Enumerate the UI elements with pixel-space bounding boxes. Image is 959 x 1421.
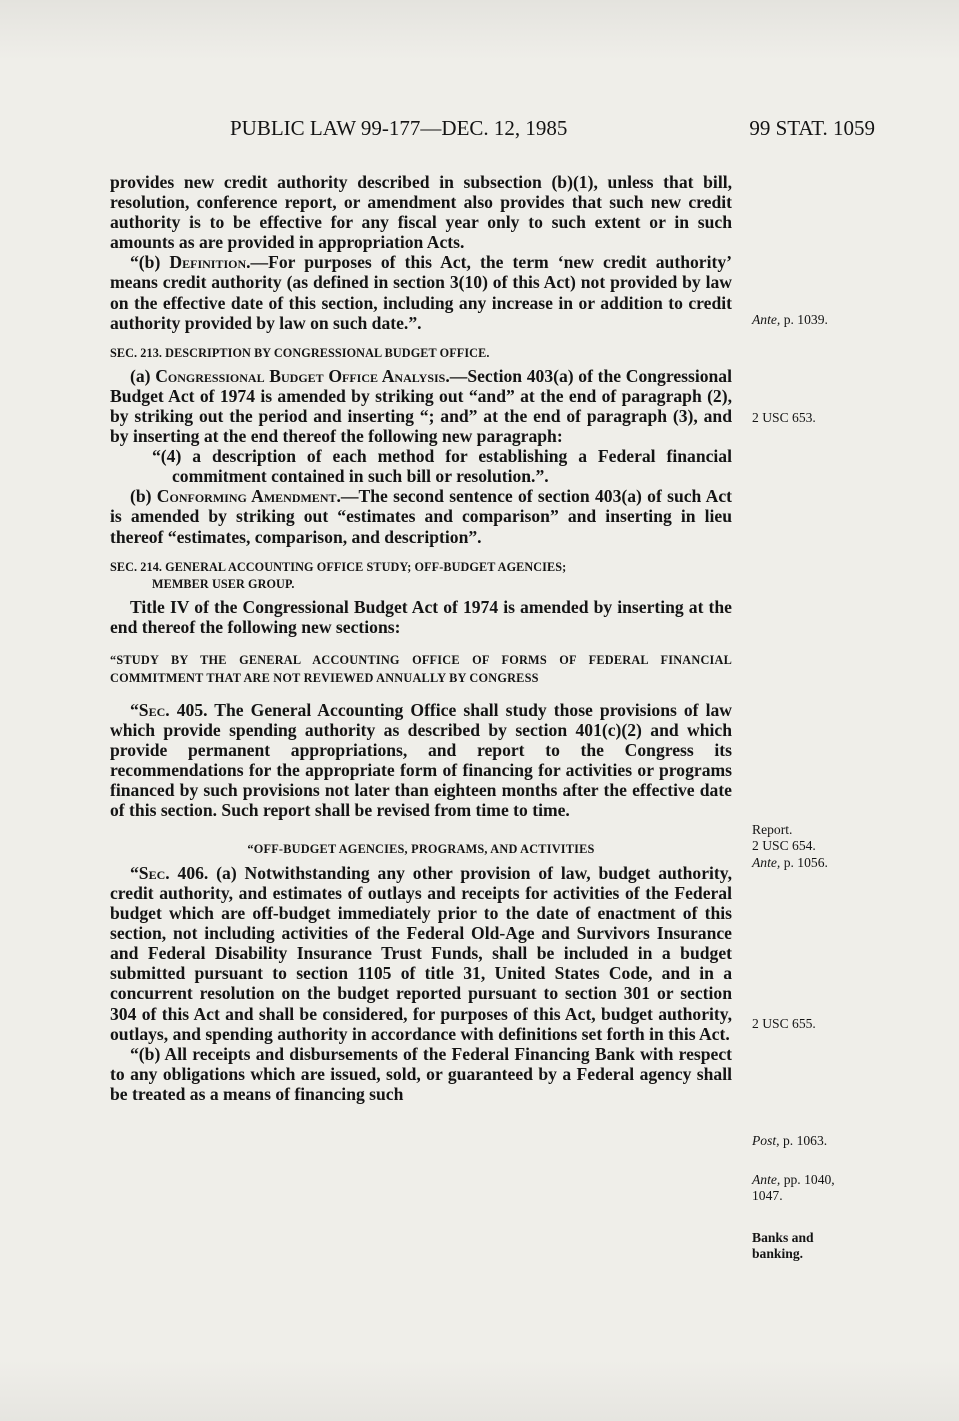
paragraph-title-iv: Title IV of the Congressional Budget Act of 1974 is amended by inserting at the end thereof the following new sections:: [110, 596, 732, 637]
run-in-heading: Sec: [138, 862, 166, 883]
note-text: p. 1056.: [780, 855, 828, 871]
note-line: Report.: [752, 822, 793, 837]
text-lead: (a): [130, 365, 156, 386]
subheading-gao-study: “STUDY BY THE GENERAL ACCOUNTING OFFICE OF FORMS OF FEDERAL FINANCIAL COMMITMENT THAT ARE NOT REVIEWED ANNUALLY BY CONGRESS: [110, 652, 732, 686]
text-lead: “: [130, 699, 139, 720]
note-italic: Ante,: [752, 855, 781, 871]
text-body: .—The second sentence of section 403(a) of such Act is amended by striking out “estimates and comparison” and inserting in lieu thereof “estimates, comparison, and description”.: [110, 486, 733, 547]
quoted-paragraph-4: “(4) a description of each method for establishing a Federal financial commitment contained in such bill or resolution.”.: [152, 446, 732, 487]
subheading-off-budget: “OFF-BUDGET AGENCIES, PROGRAMS, AND ACTIVITIES: [247, 842, 595, 857]
note-text: p. 1039.: [780, 312, 828, 327]
paragraph-continued: provides new credit authority described in subsection (b)(1), unless that bill, resolution, conference report, or amendment also provides that such new credit authority is to be effective for any fiscal year only to such extent or in such amounts as are provided in appropriation Acts.: [110, 172, 732, 253]
note-line: [752, 1172, 872, 1188]
page-header: [110, 116, 875, 146]
note-line: Banks and: [752, 1230, 814, 1245]
section-heading-213: SEC. 213. DESCRIPTION BY CONGRESSIONAL BUDGET OFFICE.: [110, 345, 490, 360]
note-line: 1047.: [752, 1187, 783, 1203]
text-body: .—Section 403(a) of the Congressional Budget Act of 1974 is amended by striking out “and” at the end of paragraph (2), by striking out the period and inserting “; and” at the end of paragraph (3), and by inserting at the end thereof the following new paragraph:: [110, 365, 732, 447]
section-heading-line1: SEC. 214. GENERAL ACCOUNTING OFFICE STUDY; OFF-BUDGET AGENCIES;: [110, 559, 567, 574]
note-line: banking.: [752, 1245, 804, 1261]
run-in-heading: Definition: [169, 252, 247, 273]
note-italic: Post,: [752, 1133, 780, 1148]
note-line: [752, 855, 872, 871]
main-text-column: [110, 172, 732, 1104]
run-in-heading: Conforming Amendment: [156, 486, 337, 507]
text-lead: “(b): [130, 252, 170, 273]
note-line: 2 USC 654.: [752, 837, 816, 853]
margin-note-ante-1039: [752, 312, 872, 328]
paragraph-definition: [110, 252, 732, 332]
margin-note-banks: [752, 1230, 872, 1261]
paragraph-sec-406b: “(b) All receipts and disbursements of the Federal Financing Bank with respect to any obligations which are issued, sold, or guaranteed by a Federal agency shall be treated as a means of financing such: [110, 1043, 732, 1104]
paragraph-cbo-analysis: [110, 366, 732, 446]
margin-note-usc-653: 2 USC 653.: [752, 410, 816, 425]
paragraph-sec-405: [110, 700, 732, 821]
statute-page-number: 99 STAT. 1059: [749, 116, 875, 140]
text-body: .—For purposes of this Act, the term ‘new credit authority’ means credit authority (as defined in section 3(10) of this Act) not provided by law on the effective date of this section, including any increase in or addition to credit authority provided by law on such date.”.: [110, 252, 732, 333]
paragraph-sec-406a: [110, 863, 732, 1044]
run-in-heading: Sec: [138, 699, 166, 720]
margin-note-post-1063: [752, 1133, 872, 1149]
text-body: . 405. The General Accounting Office shall study those provisions of law which provide spending authority as described by section 401(c)(2) and which provide permanent appropriations, and report to the Congress its recommendations for the appropriate form of financing for activities or programs financed by such provisions not later than eighteen months after the effective date of this section. Such report shall be revised from time to time.: [110, 699, 732, 821]
note-text: p. 1063.: [779, 1133, 828, 1148]
running-title: PUBLIC LAW 99-177—DEC. 12, 1985: [230, 116, 568, 140]
note-italic: Ante,: [752, 1172, 781, 1187]
paragraph-conforming-amendment: [110, 486, 732, 546]
note-text: pp. 1040,: [780, 1172, 835, 1187]
text-body: . 406. (a) Notwithstanding any other provision of law, budget authority, credit authority, and estimates of outlays and receipts for activities of the Federal budget which are off-budget immediately prior to the date of enactment of this section, not including activities of the Federal Old-Age and Survivors Insurance and Federal Disability Insurance Trust Funds, shall be included in a budget submitted pursuant to section 1105 of title 31, United States Code, and in a concurrent resolution on the budget reported pursuant to section 301 or section 304 of this Act and shall be considered, for purposes of this Act, budget authority, outlays, and spending authority in accordance with definitions set forth in this Act.: [110, 862, 732, 1044]
margin-note-ante-1040: [752, 1172, 872, 1203]
margin-note-usc-655: 2 USC 655.: [752, 1016, 816, 1031]
text-lead: “: [130, 862, 139, 883]
section-heading-line2: MEMBER USER GROUP.: [152, 576, 295, 591]
run-in-heading: Congressional Budget Office Analysis: [155, 365, 446, 386]
section-heading-214: [110, 559, 732, 593]
note-italic: Ante,: [752, 312, 781, 327]
text-lead: (b): [130, 486, 157, 507]
margin-note-report-654: [752, 822, 872, 871]
